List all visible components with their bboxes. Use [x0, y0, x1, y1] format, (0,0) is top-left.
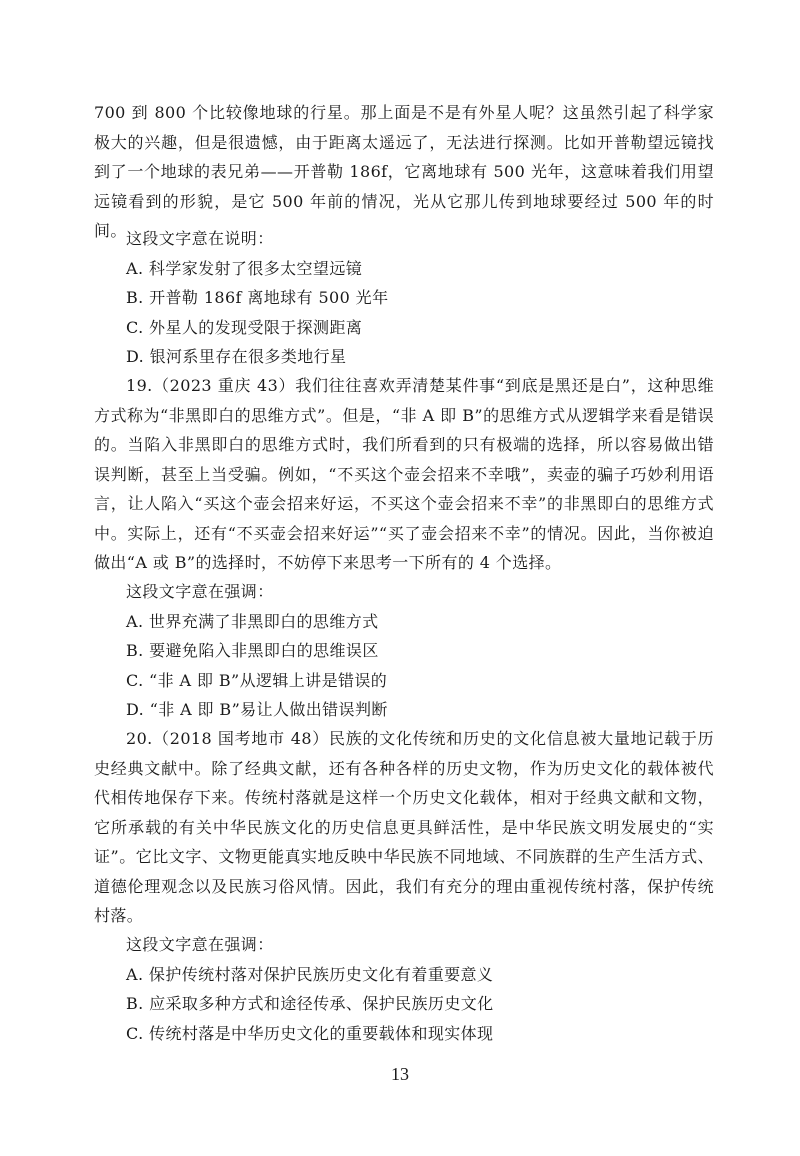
question-20-option-a: A. 保护传统村落对保护民族历史文化有着重要意义 [126, 965, 494, 984]
continued-option-b: B. 开普勒 186f 离地球有 500 光年 [126, 288, 389, 307]
question-19-option-a: A. 世界充满了非黑即白的思维方式 [126, 612, 379, 631]
continued-option-d: D. 银河系里存在很多类地行星 [126, 347, 347, 366]
page-number: 13 [391, 1064, 409, 1084]
question-19 [94, 371, 714, 578]
question-20-option-c: C. 传统村落是中华历史文化的重要载体和现实体现 [126, 1024, 494, 1043]
continued-option-c: C. 外星人的发现受限于探测距离 [126, 318, 363, 337]
continued-question [94, 98, 714, 246]
question-19-prompt: 这段文字意在强调： [126, 582, 274, 601]
continued-paragraph: 700 到 800 个比较像地球的行星。那上面是不是有外星人呢？这虽然引起了科学家极大的兴趣，但是很遗憾，由于距离太遥远了，无法进行探测。比如开普勒望远镜找到了一个地球的表兄弟——开普勒 186f，它离地球有 500 光年，这意味着我们用望远镜看到的形貌，是它 500 年前的情况，光从它那儿传到地球要经过 500 年的时间。 [94, 103, 714, 240]
question-19-option-c: C. “非 A 即 B”从逻辑上讲是错误的 [126, 671, 388, 690]
question-20-option-b: B. 应采取多种方式和途径传承、保护民族历史文化 [126, 994, 494, 1013]
question-19-paragraph: 19.（2023 重庆 43）我们往往喜欢弄清楚某件事“到底是黑还是白”，这种思维方式称为“非黑即白的思维方式”。但是，“非 A 即 B”的思维方式从逻辑学来看是错误的。当陷入非黑即白的思维方式时，我们所看到的只有极端的选择，所以容易做出错误判断，甚至上当受骗。例如，“不买这个壶会招来不幸哦”，卖壶的骗子巧妙利用语言，让人陷入“买这个壶会招来好运，不买这个壶会招来不幸”的非黑即白的思维方式中。实际上，还有“不买壶会招来好运”“买了壶会招来不幸”的情况。因此，当你被迫做出“A 或 B”的选择时，不妨停下来思考一下所有的 4 个选择。 [94, 376, 714, 572]
question-20-prompt: 这段文字意在强调： [126, 935, 274, 954]
question-20-paragraph: 20.（2018 国考地市 48）民族的文化传统和历史的文化信息被大量地记载于历史经典文献中。除了经典文献，还有各种各样的历史文物，作为历史文化的载体被代代相传地保存下来。传统村落就是这样一个历史文化载体，相对于经典文献和文物，它所承载的有关中华民族文化的历史信息更具鲜活性，是中华民族文明发展史的“实证”。它比文字、文物更能真实地反映中华民族不同地域、不同族群的生产生活方式、道德伦理观念以及民族习俗风情。因此，我们有充分的理由重视传统村落，保护传统村落。 [94, 729, 714, 925]
continued-prompt: 这段文字意在说明： [126, 229, 274, 248]
question-19-option-b: B. 要避免陷入非黑即白的思维误区 [126, 641, 379, 660]
question-19-option-d: D. “非 A 即 B”易让人做出错误判断 [126, 700, 388, 719]
question-20 [94, 724, 714, 931]
continued-option-a: A. 科学家发射了很多太空望远镜 [126, 259, 363, 278]
